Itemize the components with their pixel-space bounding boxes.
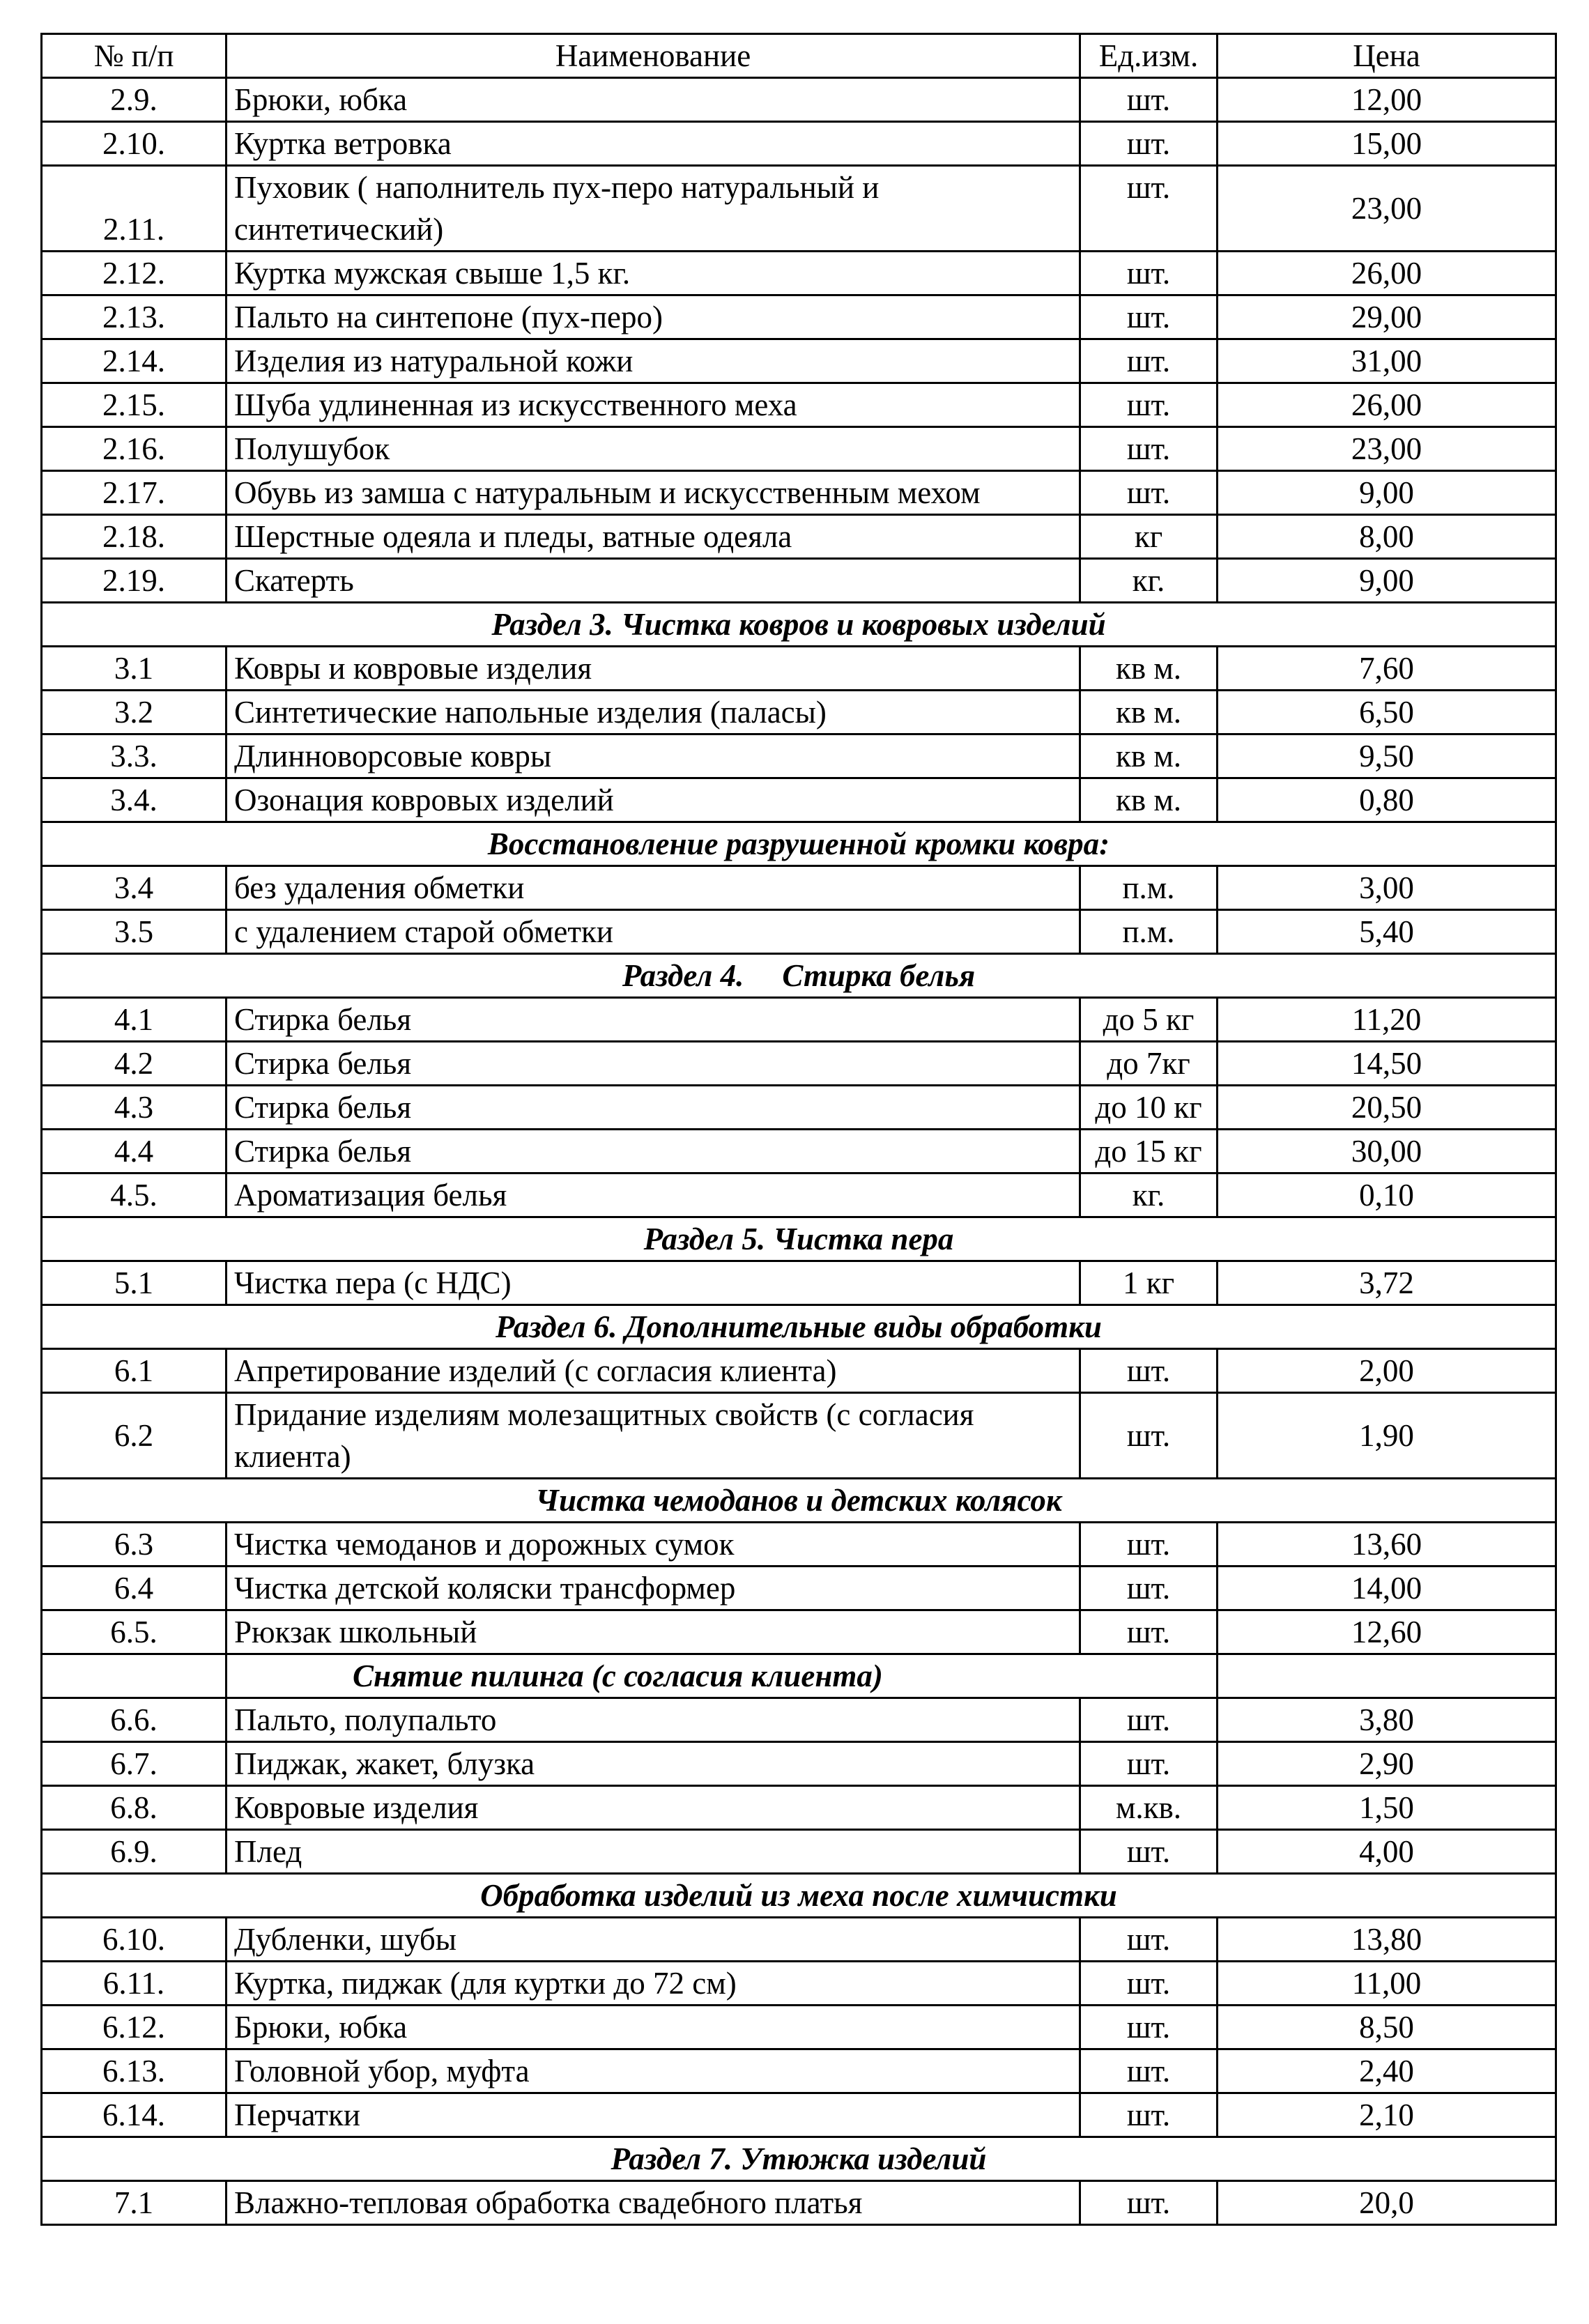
table-row	[42, 1567, 1556, 1610]
row-name: Куртка, пиджак (для куртки до 72 см)	[227, 1962, 1080, 2006]
table-row	[42, 1830, 1556, 1874]
section-empty-cell	[1218, 1654, 1556, 1698]
row-price: 23,00	[1218, 166, 1556, 252]
section-row	[42, 1479, 1556, 1523]
row-name: Плед	[227, 1830, 1080, 1874]
row-name: Длинноворсовые ковры	[227, 734, 1080, 778]
price-table	[40, 33, 1557, 2226]
row-price: 2,00	[1218, 1349, 1556, 1393]
row-price: 2,90	[1218, 1742, 1556, 1786]
table-row	[42, 1962, 1556, 2006]
row-name: Брюки, юбка	[227, 78, 1080, 122]
row-price: 20,0	[1218, 2181, 1556, 2225]
row-number: 4.3	[42, 1086, 227, 1130]
row-name: Перчатки	[227, 2093, 1080, 2137]
row-number: 6.11.	[42, 1962, 227, 2006]
header-row	[42, 34, 1556, 78]
row-price: 11,00	[1218, 1962, 1556, 2006]
table-row	[42, 778, 1556, 822]
row-unit: шт.	[1080, 1393, 1218, 1479]
row-number: 2.17.	[42, 471, 227, 515]
section-title	[42, 954, 1556, 998]
section-row	[42, 2137, 1556, 2181]
row-unit: шт.	[1080, 1523, 1218, 1567]
row-number: 4.1	[42, 998, 227, 1042]
row-number: 3.3.	[42, 734, 227, 778]
table-row	[42, 691, 1556, 734]
row-number: 4.5.	[42, 1173, 227, 1217]
row-unit: п.м.	[1080, 866, 1218, 910]
row-unit: кг	[1080, 515, 1218, 559]
row-unit: кг.	[1080, 1173, 1218, 1217]
row-unit: 1 кг	[1080, 1261, 1218, 1305]
row-name: Дубленки, шубы	[227, 1918, 1080, 1962]
table-row	[42, 2093, 1556, 2137]
row-number: 6.9.	[42, 1830, 227, 1874]
row-unit: кв м.	[1080, 778, 1218, 822]
row-unit: шт.	[1080, 2049, 1218, 2093]
row-number: 2.16.	[42, 427, 227, 471]
header-num: № п/п	[42, 34, 227, 78]
row-number: 3.4	[42, 866, 227, 910]
table-row	[42, 295, 1556, 339]
table-row	[42, 1261, 1556, 1305]
row-name: Шуба удлиненная из искусственного меха	[227, 383, 1080, 427]
row-unit: шт.	[1080, 427, 1218, 471]
row-name: Ковры и ковровые изделия	[227, 647, 1080, 691]
row-number: 6.8.	[42, 1786, 227, 1830]
row-price: 26,00	[1218, 383, 1556, 427]
row-name: Стирка белья	[227, 1042, 1080, 1086]
section-row	[42, 1217, 1556, 1261]
table-row	[42, 1918, 1556, 1962]
table-row	[42, 1349, 1556, 1393]
table-row	[42, 1086, 1556, 1130]
row-number: 2.14.	[42, 339, 227, 383]
section-title	[42, 1479, 1556, 1523]
table-row	[42, 647, 1556, 691]
section-row	[42, 1874, 1556, 1918]
table-row	[42, 122, 1556, 166]
row-price: 31,00	[1218, 339, 1556, 383]
row-name: Пиджак, жакет, блузка	[227, 1742, 1080, 1786]
row-name: Пальто, полупальто	[227, 1698, 1080, 1742]
table-row	[42, 998, 1556, 1042]
row-unit: шт.	[1080, 1698, 1218, 1742]
row-name: Стирка белья	[227, 1086, 1080, 1130]
row-price: 6,50	[1218, 691, 1556, 734]
row-price: 14,00	[1218, 1567, 1556, 1610]
row-number: 3.5	[42, 910, 227, 954]
section-title-text: Восстановление разрушенной кромки ковра:	[487, 826, 1110, 861]
row-number: 6.7.	[42, 1742, 227, 1786]
row-price: 9,00	[1218, 559, 1556, 603]
row-unit: п.м.	[1080, 910, 1218, 954]
row-price: 13,60	[1218, 1523, 1556, 1567]
section-title-text: Раздел 5. Чистка пера	[643, 1222, 954, 1256]
section-title: Снятие пилинга (с согласия клиента)	[227, 1654, 1218, 1698]
row-price: 13,80	[1218, 1918, 1556, 1962]
row-price: 3,80	[1218, 1698, 1556, 1742]
row-number: 6.10.	[42, 1918, 227, 1962]
section-row	[42, 822, 1556, 866]
section-title	[42, 1305, 1556, 1349]
row-name: Пальто на синтепоне (пух-перо)	[227, 295, 1080, 339]
table-body	[42, 34, 1556, 2225]
row-price: 9,00	[1218, 471, 1556, 515]
section-title-text: Раздел 6. Дополнительные виды обработки	[496, 1309, 1102, 1344]
section-title-text: Раздел 3. Чистка ковров и ковровых изделий	[491, 607, 1106, 642]
section-title-text: Обработка изделий из меха после химчистки	[480, 1878, 1117, 1913]
row-name: Ароматизация белья	[227, 1173, 1080, 1217]
row-number: 2.15.	[42, 383, 227, 427]
row-name: Полушубок	[227, 427, 1080, 471]
section-row	[42, 954, 1556, 998]
row-name: Ковровые изделия	[227, 1786, 1080, 1830]
row-name: Стирка белья	[227, 1130, 1080, 1173]
row-price: 14,50	[1218, 1042, 1556, 1086]
table-row	[42, 1042, 1556, 1086]
table-row	[42, 515, 1556, 559]
table-row	[42, 252, 1556, 295]
row-unit: м.кв.	[1080, 1786, 1218, 1830]
header-name: Наименование	[227, 34, 1080, 78]
row-name: Чистка детской коляски трансформер	[227, 1567, 1080, 1610]
row-name: Синтетические напольные изделия (паласы)	[227, 691, 1080, 734]
row-price: 2,40	[1218, 2049, 1556, 2093]
table-row	[42, 471, 1556, 515]
table-row	[42, 2049, 1556, 2093]
row-name: Стирка белья	[227, 998, 1080, 1042]
table-row	[42, 1523, 1556, 1567]
table-row	[42, 1698, 1556, 1742]
row-unit: кв м.	[1080, 691, 1218, 734]
row-name: Придание изделиям молезащитных свойств (с согласия клиента)	[227, 1393, 1080, 1479]
row-unit: шт.	[1080, 2006, 1218, 2049]
row-name: Влажно-тепловая обработка свадебного платья	[227, 2181, 1080, 2225]
row-price: 5,40	[1218, 910, 1556, 954]
header-price: Цена	[1218, 34, 1556, 78]
row-unit: кг.	[1080, 559, 1218, 603]
row-number: 4.4	[42, 1130, 227, 1173]
row-unit: шт.	[1080, 1349, 1218, 1393]
row-number: 2.18.	[42, 515, 227, 559]
row-unit: шт.	[1080, 1742, 1218, 1786]
row-unit: шт.	[1080, 295, 1218, 339]
row-number: 7.1	[42, 2181, 227, 2225]
row-name: Брюки, юбка	[227, 2006, 1080, 2049]
row-unit: шт.	[1080, 383, 1218, 427]
section-title-text: Раздел 4.	[622, 958, 744, 993]
section-title	[42, 2137, 1556, 2181]
section-row	[42, 603, 1556, 647]
row-name: с удалением старой обметки	[227, 910, 1080, 954]
row-number: 6.14.	[42, 2093, 227, 2137]
row-number: 2.12.	[42, 252, 227, 295]
row-unit: шт.	[1080, 2181, 1218, 2225]
row-number: 2.11.	[42, 166, 227, 252]
row-price: 8,50	[1218, 2006, 1556, 2049]
row-name: Рюкзак школьный	[227, 1610, 1080, 1654]
section-row	[42, 1654, 1556, 1698]
row-price: 1,90	[1218, 1393, 1556, 1479]
row-price: 29,00	[1218, 295, 1556, 339]
row-number: 6.13.	[42, 2049, 227, 2093]
row-number: 2.13.	[42, 295, 227, 339]
table-row	[42, 559, 1556, 603]
table-row	[42, 427, 1556, 471]
row-name: Обувь из замша с натуральным и искусственным мехом	[227, 471, 1080, 515]
row-unit: шт.	[1080, 471, 1218, 515]
section-title	[42, 1874, 1556, 1918]
row-name: Шерстные одеяла и пледы, ватные одеяла	[227, 515, 1080, 559]
row-name: Озонация ковровых изделий	[227, 778, 1080, 822]
row-price: 12,60	[1218, 1610, 1556, 1654]
row-unit: кв м.	[1080, 734, 1218, 778]
section-title-text: Чистка чемоданов и детских колясок	[535, 1483, 1062, 1518]
row-number: 3.1	[42, 647, 227, 691]
row-number: 6.12.	[42, 2006, 227, 2049]
section-title	[42, 603, 1556, 647]
row-unit: шт.	[1080, 1567, 1218, 1610]
table-row	[42, 1610, 1556, 1654]
table-row	[42, 1786, 1556, 1830]
row-name: Чистка чемоданов и дорожных сумок	[227, 1523, 1080, 1567]
table-row	[42, 2006, 1556, 2049]
row-number: 2.19.	[42, 559, 227, 603]
row-price: 7,60	[1218, 647, 1556, 691]
section-row	[42, 1305, 1556, 1349]
row-unit: шт.	[1080, 1962, 1218, 2006]
row-number: 6.1	[42, 1349, 227, 1393]
table-row	[42, 910, 1556, 954]
row-unit: шт.	[1080, 1830, 1218, 1874]
row-number: 3.2	[42, 691, 227, 734]
row-unit: до 7кг	[1080, 1042, 1218, 1086]
section-title	[42, 822, 1556, 866]
row-number: 6.6.	[42, 1698, 227, 1742]
row-unit: шт.	[1080, 2093, 1218, 2137]
row-number: 6.5.	[42, 1610, 227, 1654]
row-price: 4,00	[1218, 1830, 1556, 1874]
row-price: 3,00	[1218, 866, 1556, 910]
row-unit: шт.	[1080, 1610, 1218, 1654]
row-price: 8,00	[1218, 515, 1556, 559]
row-price: 26,00	[1218, 252, 1556, 295]
row-unit: шт.	[1080, 1918, 1218, 1962]
row-unit: кв м.	[1080, 647, 1218, 691]
row-number: 6.2	[42, 1393, 227, 1479]
header-unit: Ед.изм.	[1080, 34, 1218, 78]
table-row	[42, 734, 1556, 778]
row-price: 20,50	[1218, 1086, 1556, 1130]
table-row	[42, 166, 1556, 252]
row-price: 30,00	[1218, 1130, 1556, 1173]
table-row	[42, 1130, 1556, 1173]
row-price: 0,80	[1218, 778, 1556, 822]
row-unit: шт.	[1080, 252, 1218, 295]
row-number: 2.10.	[42, 122, 227, 166]
row-number: 4.2	[42, 1042, 227, 1086]
row-number: 3.4.	[42, 778, 227, 822]
row-unit: шт.	[1080, 339, 1218, 383]
row-number: 2.9.	[42, 78, 227, 122]
table-row	[42, 1742, 1556, 1786]
row-price: 23,00	[1218, 427, 1556, 471]
row-name: Куртка мужская свыше 1,5 кг.	[227, 252, 1080, 295]
table-row	[42, 866, 1556, 910]
row-name: Чистка пера (с НДС)	[227, 1261, 1080, 1305]
row-unit: до 15 кг	[1080, 1130, 1218, 1173]
row-price: 11,20	[1218, 998, 1556, 1042]
row-name: Скатерть	[227, 559, 1080, 603]
row-unit: шт.	[1080, 122, 1218, 166]
row-price: 2,10	[1218, 2093, 1556, 2137]
table-row	[42, 78, 1556, 122]
row-unit: до 10 кг	[1080, 1086, 1218, 1130]
row-number: 6.4	[42, 1567, 227, 1610]
section-title-text-2: Стирка белья	[782, 958, 976, 993]
row-name: Головной убор, муфта	[227, 2049, 1080, 2093]
row-unit: до 5 кг	[1080, 998, 1218, 1042]
table-row	[42, 1173, 1556, 1217]
row-name: Апретирование изделий (с согласия клиента)	[227, 1349, 1080, 1393]
section-empty-cell	[42, 1654, 227, 1698]
table-row	[42, 1393, 1556, 1479]
row-price: 1,50	[1218, 1786, 1556, 1830]
row-unit: шт.	[1080, 166, 1218, 252]
row-price: 9,50	[1218, 734, 1556, 778]
row-price: 12,00	[1218, 78, 1556, 122]
row-name: Куртка ветровка	[227, 122, 1080, 166]
section-title-text: Раздел 7. Утюжка изделий	[611, 2141, 987, 2176]
row-price: 3,72	[1218, 1261, 1556, 1305]
row-price: 0,10	[1218, 1173, 1556, 1217]
row-number: 5.1	[42, 1261, 227, 1305]
row-name: Изделия из натуральной кожи	[227, 339, 1080, 383]
row-price: 15,00	[1218, 122, 1556, 166]
row-unit: шт.	[1080, 78, 1218, 122]
row-name: без удаления обметки	[227, 866, 1080, 910]
section-title	[42, 1217, 1556, 1261]
table-row	[42, 2181, 1556, 2225]
row-name: Пуховик ( наполнитель пух-перо натуральный и синтетический)	[227, 166, 1080, 252]
row-number: 6.3	[42, 1523, 227, 1567]
table-row	[42, 383, 1556, 427]
table-row	[42, 339, 1556, 383]
